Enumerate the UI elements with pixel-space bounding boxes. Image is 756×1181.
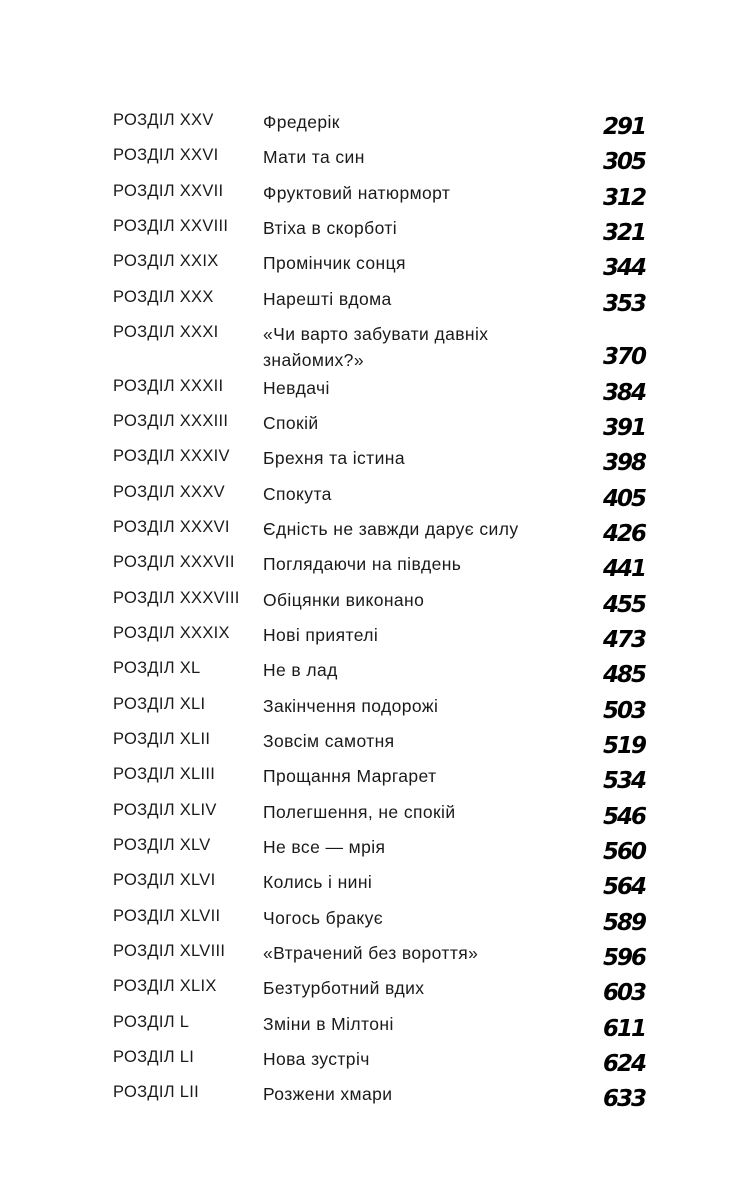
page-number: 560 bbox=[602, 839, 645, 866]
toc-entry[interactable] bbox=[113, 410, 645, 445]
page-number: 426 bbox=[602, 520, 645, 547]
page-number: 384 bbox=[602, 379, 645, 406]
chapter-title: Брехня та істина bbox=[263, 448, 405, 469]
page-number: 503 bbox=[602, 697, 645, 724]
chapter-label: РОЗДІЛ XXXIII bbox=[113, 411, 229, 430]
chapter-label: РОЗДІЛ XXVIII bbox=[113, 217, 229, 236]
chapter-label: РОЗДІЛ XXXV bbox=[113, 482, 225, 501]
toc-entry[interactable] bbox=[113, 375, 645, 410]
chapter-label: РОЗДІЛ XXXVIII bbox=[113, 588, 240, 607]
chapter-title: Полегшення, не спокій bbox=[263, 801, 456, 822]
chapter-label: РОЗДІЛ XLIV bbox=[113, 800, 217, 819]
page-number: 473 bbox=[602, 626, 645, 653]
toc-entry[interactable] bbox=[113, 250, 645, 285]
chapter-title: Не в лад bbox=[263, 660, 338, 681]
toc-entry[interactable] bbox=[113, 693, 645, 728]
chapter-title: Закінчення подорожі bbox=[263, 695, 439, 716]
chapter-label: РОЗДІЛ XXXII bbox=[113, 376, 224, 395]
chapter-title: Спокій bbox=[263, 412, 319, 433]
toc-entry[interactable] bbox=[113, 286, 645, 321]
page-number: 485 bbox=[602, 662, 645, 689]
toc-entry[interactable] bbox=[113, 551, 645, 586]
chapter-title: Колись і нині bbox=[263, 872, 373, 893]
chapter-title: «Чи варто забувати давніх знайомих?» bbox=[263, 324, 489, 371]
toc-entry[interactable] bbox=[113, 109, 645, 144]
chapter-label: РОЗДІЛ XLIII bbox=[113, 765, 216, 784]
toc-entry[interactable] bbox=[113, 1011, 645, 1046]
toc-entry[interactable] bbox=[113, 180, 645, 215]
chapter-label: РОЗДІЛ L bbox=[113, 1012, 190, 1031]
page-number: 534 bbox=[602, 768, 645, 795]
page-number: 291 bbox=[602, 114, 645, 140]
page-number: 633 bbox=[602, 1086, 645, 1113]
chapter-label: РОЗДІЛ XLII bbox=[113, 730, 211, 748]
toc-entry[interactable] bbox=[113, 144, 645, 179]
page-number: 353 bbox=[602, 290, 645, 317]
chapter-title: Нарешті вдома bbox=[263, 288, 392, 309]
chapter-title: Не все — мрія bbox=[263, 837, 386, 858]
page-number: 312 bbox=[602, 184, 645, 211]
toc-entry[interactable] bbox=[113, 799, 645, 834]
toc-entry[interactable] bbox=[113, 834, 645, 869]
chapter-title: Втіха в скорботі bbox=[263, 218, 398, 239]
chapter-title: Фруктовий натюрморт bbox=[263, 182, 451, 203]
page-number: 519 bbox=[602, 733, 645, 759]
toc-entry[interactable] bbox=[113, 587, 645, 622]
page-number: 546 bbox=[602, 803, 645, 830]
chapter-title: Спокута bbox=[263, 483, 332, 504]
toc-entry[interactable] bbox=[113, 445, 645, 480]
chapter-title: Невдачі bbox=[263, 377, 330, 398]
chapter-label: РОЗДІЛ LII bbox=[113, 1083, 199, 1102]
chapter-label: РОЗДІЛ XXV bbox=[113, 111, 214, 129]
chapter-title: Безтурботний вдих bbox=[263, 978, 425, 999]
toc-entry[interactable] bbox=[113, 763, 645, 798]
page-number: 405 bbox=[602, 485, 645, 512]
toc-entry[interactable] bbox=[113, 1046, 645, 1081]
toc-entry[interactable] bbox=[113, 1081, 645, 1116]
chapter-label: РОЗДІЛ XXXVII bbox=[113, 553, 235, 572]
page-number: 344 bbox=[602, 255, 645, 282]
chapter-title: Розжени хмари bbox=[263, 1084, 393, 1105]
page-number: 624 bbox=[602, 1051, 645, 1078]
toc-entry[interactable] bbox=[113, 728, 645, 763]
table-of-contents bbox=[113, 109, 645, 1117]
chapter-label: РОЗДІЛ XXVII bbox=[113, 181, 224, 200]
page-number: 370 bbox=[602, 344, 645, 371]
chapter-title: Чогось бракує bbox=[263, 907, 384, 928]
toc-entry[interactable] bbox=[113, 657, 645, 692]
chapter-label: РОЗДІЛ XLIX bbox=[113, 977, 217, 996]
chapter-title: «Втрачений без вороття» bbox=[263, 943, 479, 964]
chapter-label: РОЗДІЛ XLV bbox=[113, 836, 211, 855]
page-number: 603 bbox=[602, 980, 645, 1007]
toc-entry[interactable] bbox=[113, 215, 645, 250]
chapter-label: РОЗДІЛ XXXIV bbox=[113, 447, 230, 466]
page-number: 589 bbox=[602, 909, 645, 936]
page-number: 391 bbox=[602, 414, 645, 441]
page-number: 611 bbox=[602, 1015, 645, 1042]
chapter-label: РОЗДІЛ XXX bbox=[113, 287, 214, 306]
chapter-title: Прощання Маргарет bbox=[263, 766, 437, 787]
chapter-label: РОЗДІЛ XLVI bbox=[113, 871, 216, 890]
chapter-label: РОЗДІЛ XXXIX bbox=[113, 623, 230, 642]
toc-entry[interactable] bbox=[113, 481, 645, 516]
toc-entry[interactable] bbox=[113, 516, 645, 551]
chapter-label: РОЗДІЛ XLI bbox=[113, 694, 206, 713]
page-number: 305 bbox=[602, 149, 645, 176]
chapter-title: Нова зустріч bbox=[263, 1049, 370, 1070]
chapter-title: Єдність не завжди дарує силу bbox=[263, 518, 519, 539]
chapter-label: РОЗДІЛ XLVII bbox=[113, 906, 221, 925]
toc-entry[interactable] bbox=[113, 622, 645, 657]
page-number: 398 bbox=[602, 450, 645, 477]
toc-entry[interactable] bbox=[113, 975, 645, 1010]
chapter-label: РОЗДІЛ XXXVI bbox=[113, 517, 230, 536]
page-number: 321 bbox=[602, 220, 645, 247]
chapter-title: Фредерік bbox=[263, 112, 340, 132]
toc-entry[interactable] bbox=[113, 869, 645, 904]
toc-entry[interactable] bbox=[113, 321, 645, 375]
toc-entry[interactable] bbox=[113, 905, 645, 940]
chapter-title: Мати та син bbox=[263, 147, 365, 168]
chapter-title: Поглядаючи на південь bbox=[263, 554, 462, 575]
chapter-label: РОЗДІЛ LI bbox=[113, 1048, 195, 1067]
page-number: 596 bbox=[602, 945, 645, 972]
chapter-title: Зовсім самотня bbox=[263, 731, 395, 751]
page-number: 564 bbox=[602, 874, 645, 901]
chapter-label: РОЗДІЛ XXXI bbox=[113, 323, 219, 342]
chapter-label: РОЗДІЛ XXVI bbox=[113, 146, 219, 165]
chapter-label: РОЗДІЛ XLVIII bbox=[113, 942, 226, 961]
chapter-label: РОЗДІЛ XXIX bbox=[113, 252, 219, 271]
page-number: 441 bbox=[602, 556, 645, 583]
toc-entry[interactable] bbox=[113, 940, 645, 975]
page-number: 455 bbox=[602, 591, 645, 618]
chapter-title: Зміни в Мілтоні bbox=[263, 1013, 394, 1034]
chapter-title: Промінчик сонця bbox=[263, 253, 406, 274]
chapter-label: РОЗДІЛ XL bbox=[113, 659, 201, 678]
chapter-title: Обіцянки виконано bbox=[263, 589, 425, 610]
chapter-title: Нові приятелі bbox=[263, 624, 379, 645]
